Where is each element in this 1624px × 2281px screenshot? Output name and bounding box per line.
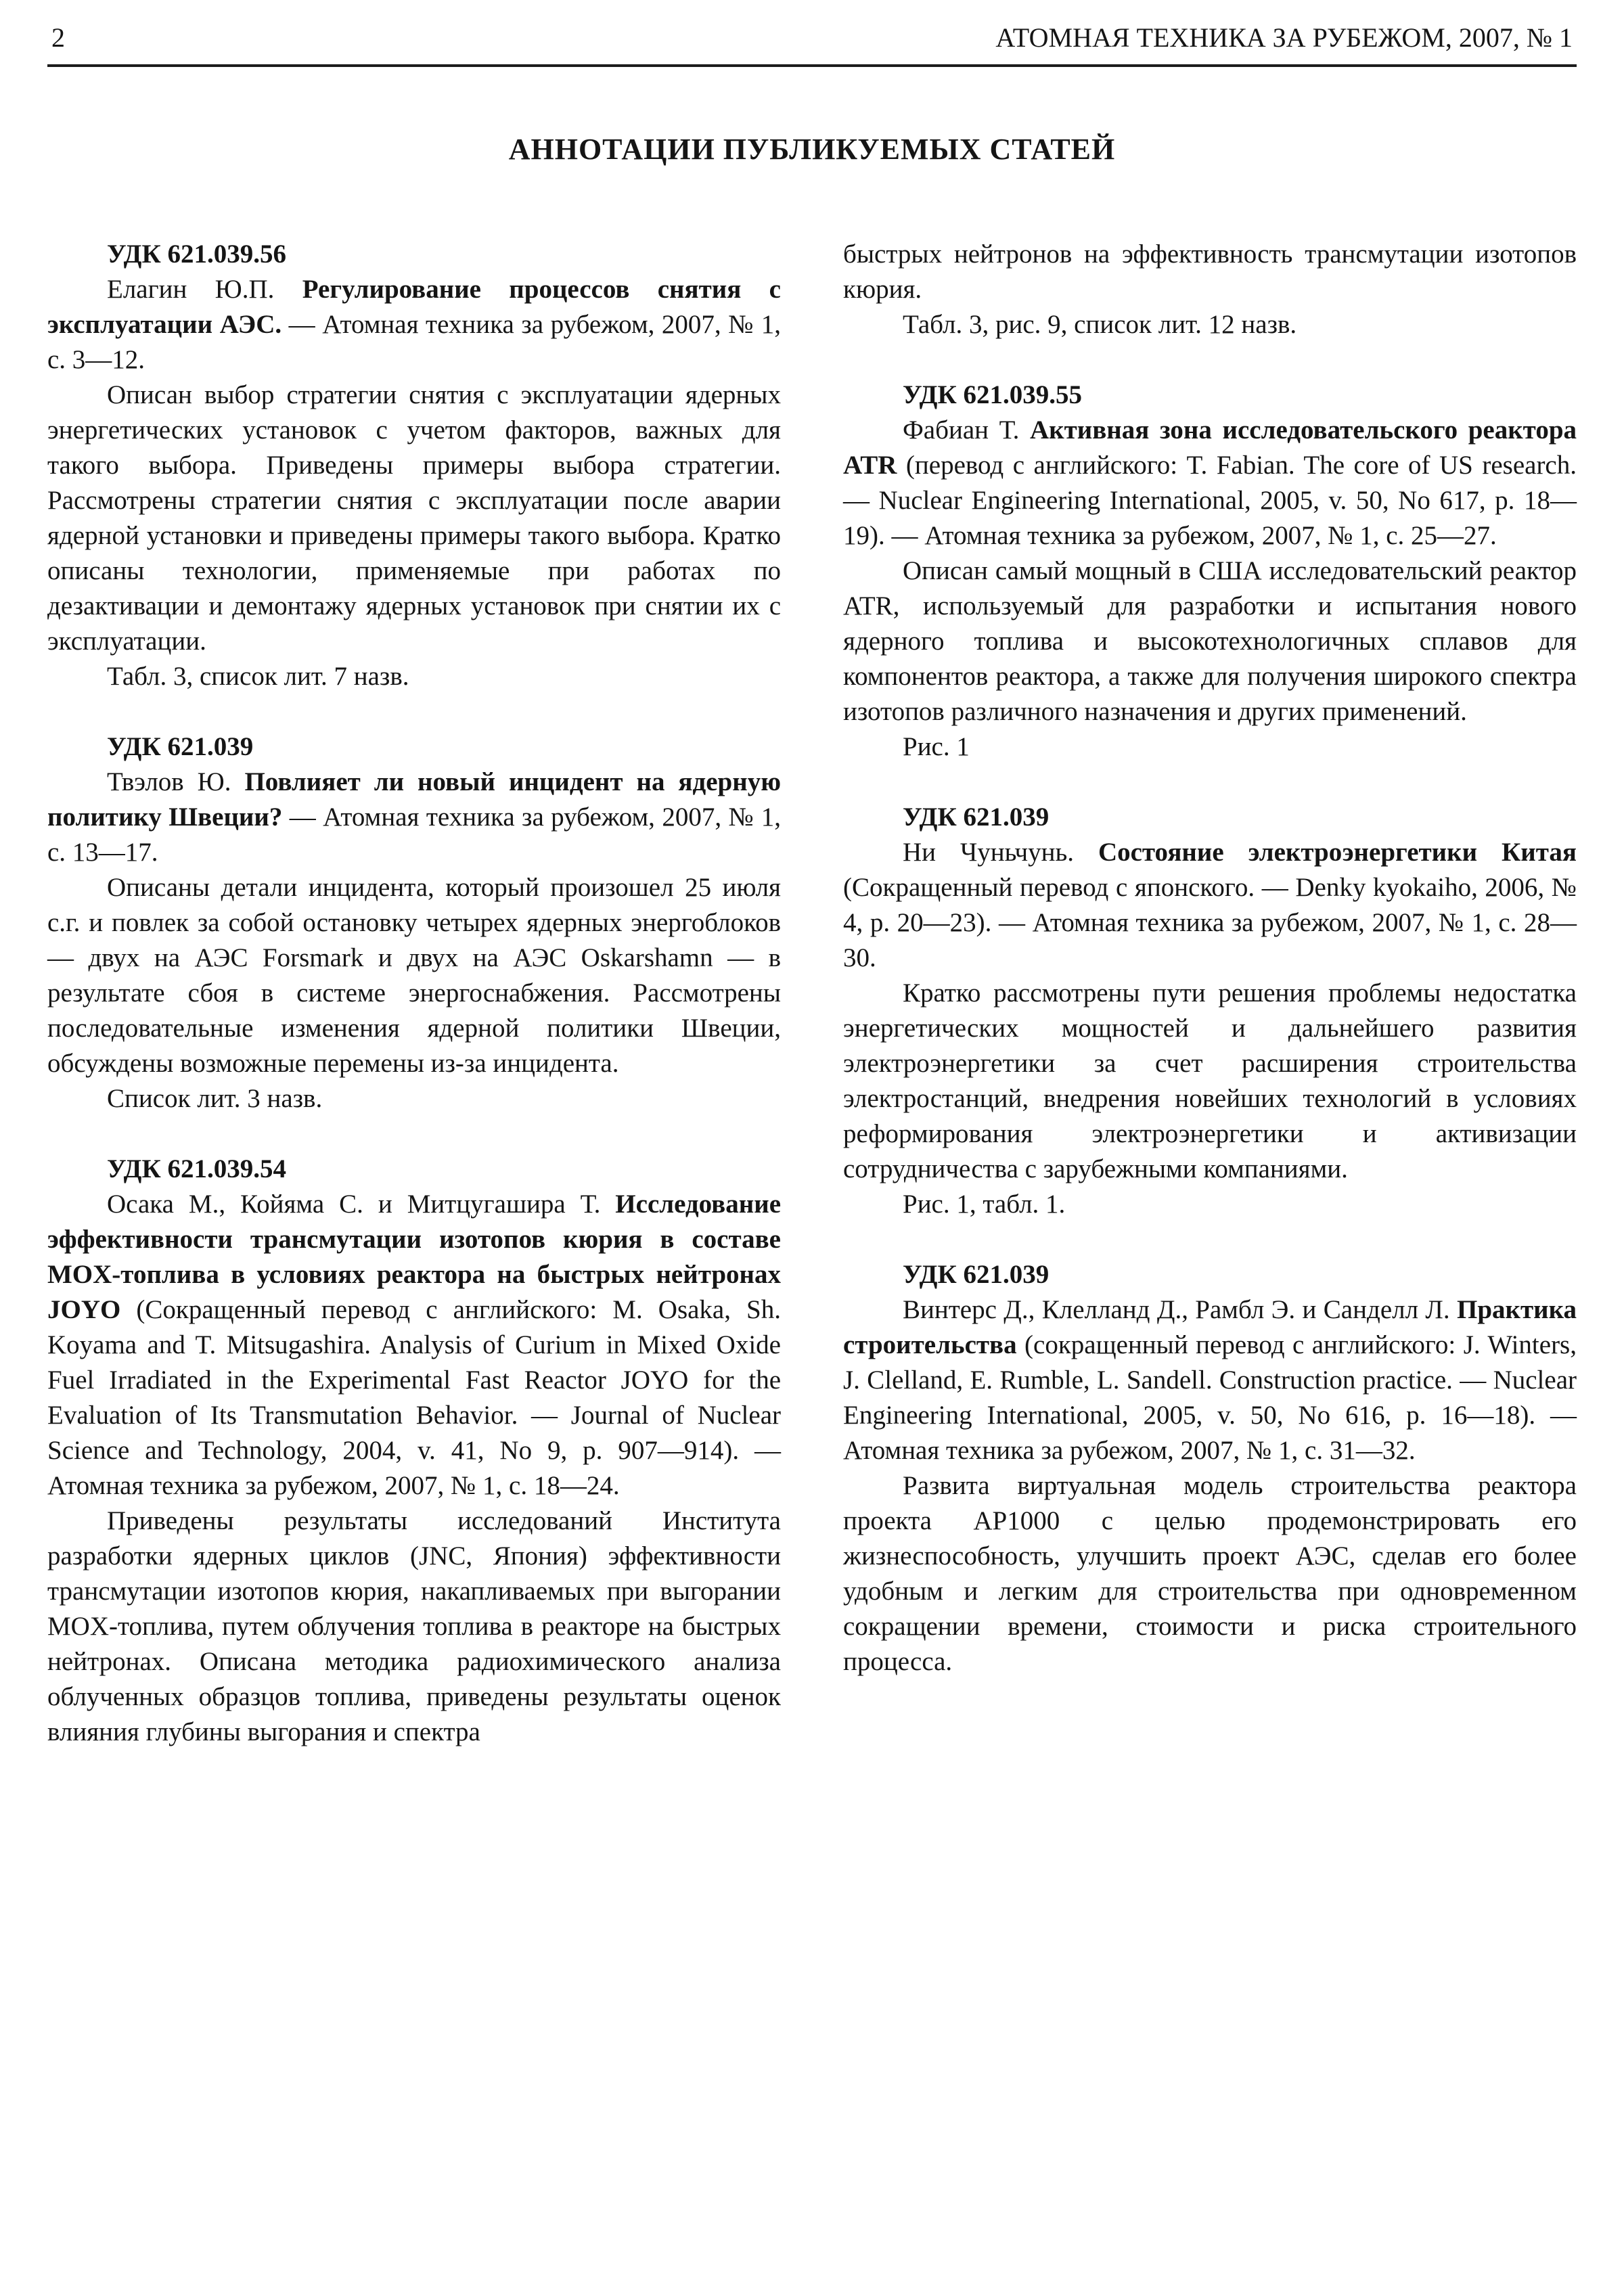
annotation-paragraph xyxy=(843,1187,1577,1222)
annotation-paragraph xyxy=(843,554,1577,729)
text-run: Описаны детали инцидента, который произошел 25 июля с.г. и повлек за собой остановку четырех ядерных энергоблоков — двух на АЭС Forsmark и двух на АЭС Oskarshamn — в результате сбоя в системе энергоснабжения. Рассмотрены последовательные изменения ядерной политики Швеции, обсуждены возможные перемены из-за инцидента. xyxy=(47,873,781,1078)
annotation-paragraph xyxy=(47,1081,781,1116)
article-title-text: Состояние электроэнергетики Китая xyxy=(1098,838,1577,867)
journal-reference: АТОМНАЯ ТЕХНИКА ЗА РУБЕЖОМ, 2007, № 1 xyxy=(995,22,1573,53)
text-run: (перевод с английского: T. Fabian. The core of US research. — Nuclear Engineering International, 2005, v. 50, No 617, p. 18—19). — Атомная техника за рубежом, 2007, № 1, с. 25—27. xyxy=(843,451,1577,550)
udc-label: УДК 621.039 xyxy=(107,732,254,761)
article-title-text: Повлияет ли новый инцидент на ядерную политику Швеции? xyxy=(47,767,781,832)
text-run: Елагин Ю.П. xyxy=(107,275,302,304)
text-run: Твэлов Ю. xyxy=(107,767,245,796)
annotation-paragraph xyxy=(47,1504,781,1750)
text-run: Кратко рассмотрены пути решения проблемы недостатка энергетических мощностей и дальнейшего развития электроэнергетики за счет расширения строительства электростанций, внедрения новейших технологий в условиях реформирования электроэнергетики и активизации сотрудничества с зарубежными компаниями. xyxy=(843,978,1577,1183)
text-run: Табл. 3, рис. 9, список лит. 12 назв. xyxy=(903,310,1297,339)
article-heading xyxy=(843,413,1577,554)
article-entry xyxy=(47,1152,781,1750)
annotation-paragraph xyxy=(47,870,781,1081)
article-heading xyxy=(47,1187,781,1504)
text-run: (Сокращенный перевод с японского. — Denky kyokaiho, 2006, № 4, p. 20—23). — Атомная техника за рубежом, 2007, № 1, с. 28—30. xyxy=(843,873,1577,972)
udc-label: УДК 621.039 xyxy=(903,1260,1050,1289)
column-right xyxy=(843,237,1577,1750)
text-run: Табл. 3, список лит. 7 назв. xyxy=(107,662,409,691)
text-run: Ни Чуньчунь. xyxy=(903,838,1098,867)
annotation-paragraph xyxy=(843,307,1577,342)
article-title-text: Регулирование процессов снятия с эксплуатации АЭС. xyxy=(47,275,781,339)
text-run: — Атомная техника за рубежом, 2007, № 1, с. 3—12. xyxy=(47,310,781,374)
udc-label: УДК 621.039 xyxy=(903,803,1050,832)
page-title: АННОТАЦИИ ПУБЛИКУЕМЫХ СТАТЕЙ xyxy=(508,133,1116,166)
article-title-text: Активная зона исследовательского реактора ATR xyxy=(843,415,1577,480)
annotation-paragraph xyxy=(843,1468,1577,1679)
text-run: Рис. 1 xyxy=(903,732,970,761)
udc-label: УДК 621.039.56 xyxy=(107,240,287,269)
text-run: Фабиан Т. xyxy=(903,415,1030,445)
column-left xyxy=(47,237,781,1750)
article-heading xyxy=(843,1292,1577,1468)
text-run: Развита виртуальная модель строительства реактора проекта AP1000 с целью продемонстрировать его жизнеспособность, улучшить проект АЭС, сделав его более удобным и легким для строительства при одновременном сокращении времени, стоимости и риска строительного процесса. xyxy=(843,1471,1577,1676)
annotation-paragraph xyxy=(843,729,1577,765)
two-column-layout xyxy=(47,237,1577,1750)
article-heading xyxy=(843,835,1577,976)
article-title-text: Исследование эффективности трансмутации изотопов кюрия в составе MOX-топлива в условиях реактора на быстрых нейтронах JOYO xyxy=(47,1190,781,1324)
annotation-paragraph xyxy=(843,237,1577,307)
text-run: Приведены результаты исследований Института разработки ядерных циклов (JNC, Япония) эффективности трансмутации изотопов кюрия, накапливаемых при выгорании MOX-топлива, путем облучения топлива в реакторе на быстрых нейтронах. Описана методика радиохимического анализа облученных образцов топлива, приведены результаты оценок влияния глубины выгорания и спектра xyxy=(47,1506,781,1746)
text-run: быстрых нейтронов на эффективность трансмутации изотопов кюрия. xyxy=(843,240,1577,304)
text-run: Описан выбор стратегии снятия с эксплуатации ядерных энергетических установок с учетом факторов, важных для такого выбора. Приведены примеры выбора стратегии. Рассмотрены стратегии снятия с эксплуатации после аварии ядерной установки и приведены примеры такого выбора. Кратко описаны технологии, применяемые при работах по дезактивации и демонтажу ядерных установок при снятии их с эксплуатации. xyxy=(47,380,781,656)
text-run: (сокращенный перевод с английского: J. Winters, J. Clelland, E. Rumble, L. Sandell. Construction practice. — Nuclear Engineering International, 2005, v. 50, No 616, p. 16—18). — Атомная техника за рубежом, 2007, № 1, с. 31—32. xyxy=(843,1330,1577,1465)
article-entry xyxy=(47,237,781,694)
text-run: (Сокращенный перевод с английского: M. Osaka, Sh. Koyama and T. Mitsugashira. Analysis of Curium in Mixed Oxide Fuel Irradiated in the Experimental Fast Reactor JOYO for the Evaluation of Its Transmutation Behavior. — Journal of Nuclear Science and Technology, 2004, v. 41, No 9, p. 907—914). — Атомная техника за рубежом, 2007, № 1, с. 18—24. xyxy=(47,1295,781,1500)
udc-label: УДК 621.039.55 xyxy=(903,380,1083,409)
text-run: Описан самый мощный в США исследовательский реактор ATR, используемый для разработки и испытания нового ядерного топлива и высокотехнологичных сплавов для компонентов реактора, а также для получения широкого спектра изотопов различного назначения и других применений. xyxy=(843,556,1577,726)
article-entry-continuation xyxy=(843,237,1577,342)
article-title-text: Практика строительства xyxy=(843,1295,1577,1359)
text-run: Винтерс Д., Клелланд Д., Рамбл Э. и Санделл Л. xyxy=(903,1295,1457,1324)
text-run: Рис. 1, табл. 1. xyxy=(903,1190,1066,1219)
text-run: — Атомная техника за рубежом, 2007, № 1, с. 13—17. xyxy=(47,803,781,867)
text-run: Осака М., Койяма С. и Митцугашира Т. xyxy=(107,1190,616,1219)
running-header xyxy=(47,18,1577,67)
udc-label: УДК 621.039.54 xyxy=(107,1154,287,1183)
page-number: 2 xyxy=(51,22,65,53)
annotation-paragraph xyxy=(47,659,781,694)
article-entry xyxy=(843,800,1577,1222)
article-entry xyxy=(47,729,781,1116)
article-heading xyxy=(47,272,781,378)
text-run: Список лит. 3 назв. xyxy=(107,1084,323,1113)
annotation-paragraph xyxy=(47,378,781,659)
article-entry xyxy=(843,1257,1577,1679)
article-entry xyxy=(843,378,1577,765)
annotation-paragraph xyxy=(843,976,1577,1187)
article-heading xyxy=(47,765,781,870)
